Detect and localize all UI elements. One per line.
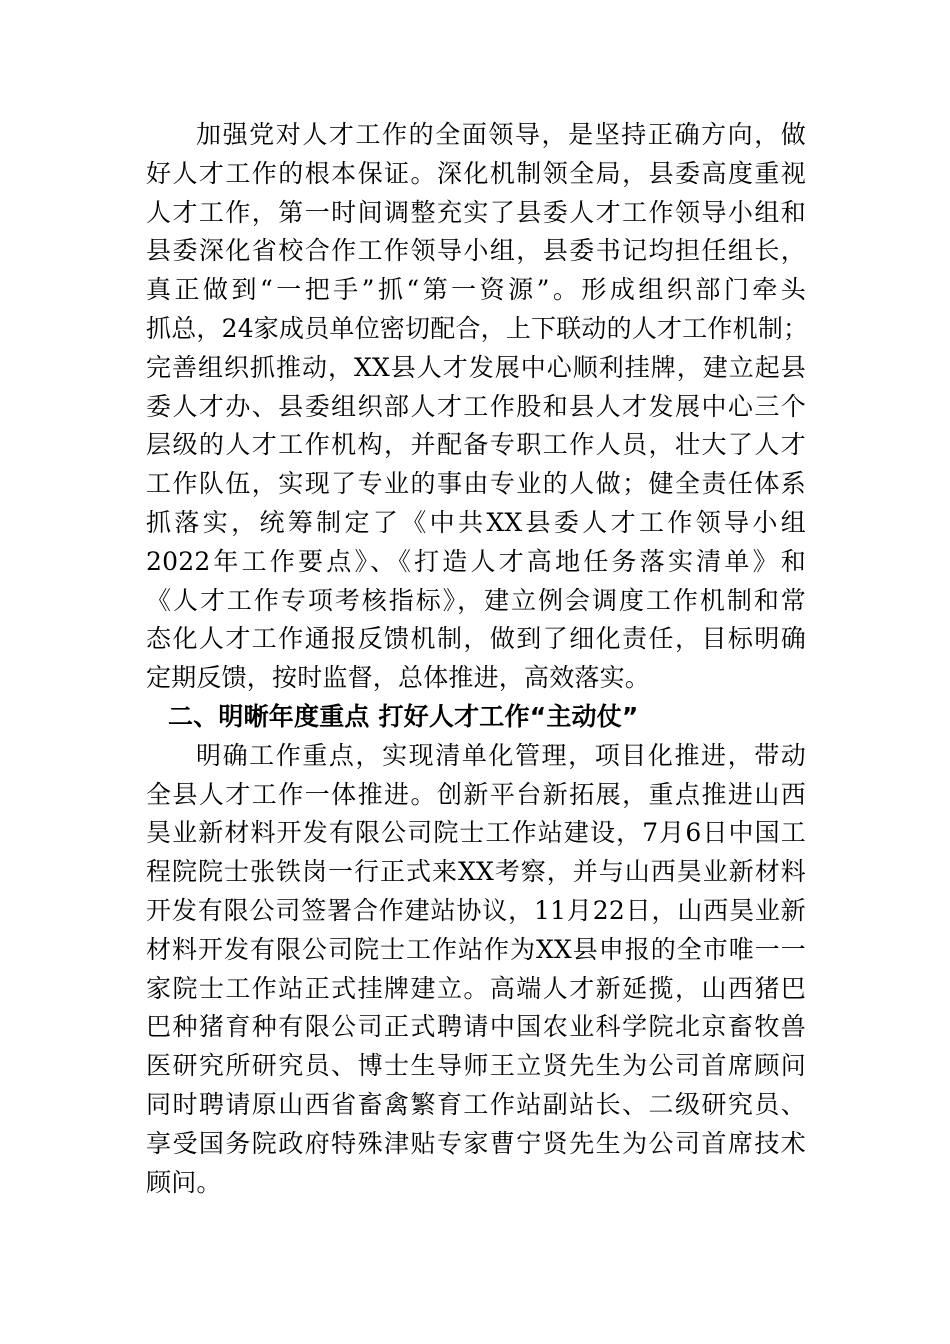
text-line: 同时聘请原山西省畜禽繁育工作站副站长、二级研究员、 [146,1089,806,1119]
text-line: 家院士工作站正式挂牌建立。高端人才新延揽，山西猪巴 [146,973,806,1003]
text-line: 全县人才工作一体推进。创新平台新拓展，重点推进山西 [146,779,806,809]
text-line: 层级的人才工作机构，并配备专职工作人员，壮大了人才 [146,430,806,460]
text-line: 顾问。 [146,1167,222,1197]
text-line: 真正做到“一把手”抓“第一资源”。形成组织部门牵头 [146,275,806,305]
text-line: 工作队伍，实现了专业的事由专业的人做；健全责任体系 [146,469,806,499]
text-line: 明确工作重点，实现清单化管理，项目化推进，带动 [196,740,806,770]
text-line: 巴种猪育种有限公司正式聘请中国农业科学院北京畜牧兽 [146,1012,806,1042]
text-line: 医研究所研究员、博士生导师王立贤先生为公司首席顾问 [146,1051,806,1081]
text-line: 开发有限公司签署合作建站协议，11月22日，山西昊业新 [146,895,806,925]
text-line: 材料开发有限公司院士工作站作为XX县申报的全市唯一一 [146,934,806,964]
section-heading-text: 二、明晰年度重点 打好人才工作“主动仗” [168,701,639,731]
paragraph-annual-priorities [146,737,806,1203]
text-line: 态化人才工作通报反馈机制，做到了细化责任，目标明确 [146,624,806,654]
text-line: 完善组织抓推动，XX县人才发展中心顺利挂牌，建立起县 [146,352,806,382]
text-line: 好人才工作的根本保证。深化机制领全局，县委高度重视 [146,158,806,188]
text-line: 人才工作，第一时间调整充实了县委人才工作领导小组和 [146,197,806,227]
text-line: 2022年工作要点》、《打造人才高地任务落实清单》和 [146,546,806,576]
text-line: 《人才工作专项考核指标》，建立例会调度工作机制和常 [146,585,806,615]
text-line: 抓总，24家成员单位密切配合，上下联动的人才工作机制； [146,313,809,343]
text-line: 昊业新材料开发有限公司院士工作站建设，7月6日中国工 [146,818,806,848]
text-line: 享受国务院政府特殊津贴专家曹宁贤先生为公司首席技术 [146,1128,806,1158]
text-line: 抓落实，统筹制定了《中共XX县委人才工作领导小组 [146,507,806,537]
text-line: 程院院士张铁岗一行正式来XX考察，并与山西昊业新材料 [146,857,806,887]
text-line: 加强党对人才工作的全面领导，是坚持正确方向，做 [196,120,806,149]
text-line: 委人才办、县委组织部人才工作股和县人才发展中心三个 [146,391,806,421]
paragraph-leadership [146,116,809,698]
text-line: 定期反馈，按时监督，总体推进，高效落实。 [146,663,651,693]
document-page [146,116,809,1202]
text-line: 县委深化省校合作工作领导小组，县委书记均担任组长， [146,236,806,266]
section-heading [146,698,806,737]
